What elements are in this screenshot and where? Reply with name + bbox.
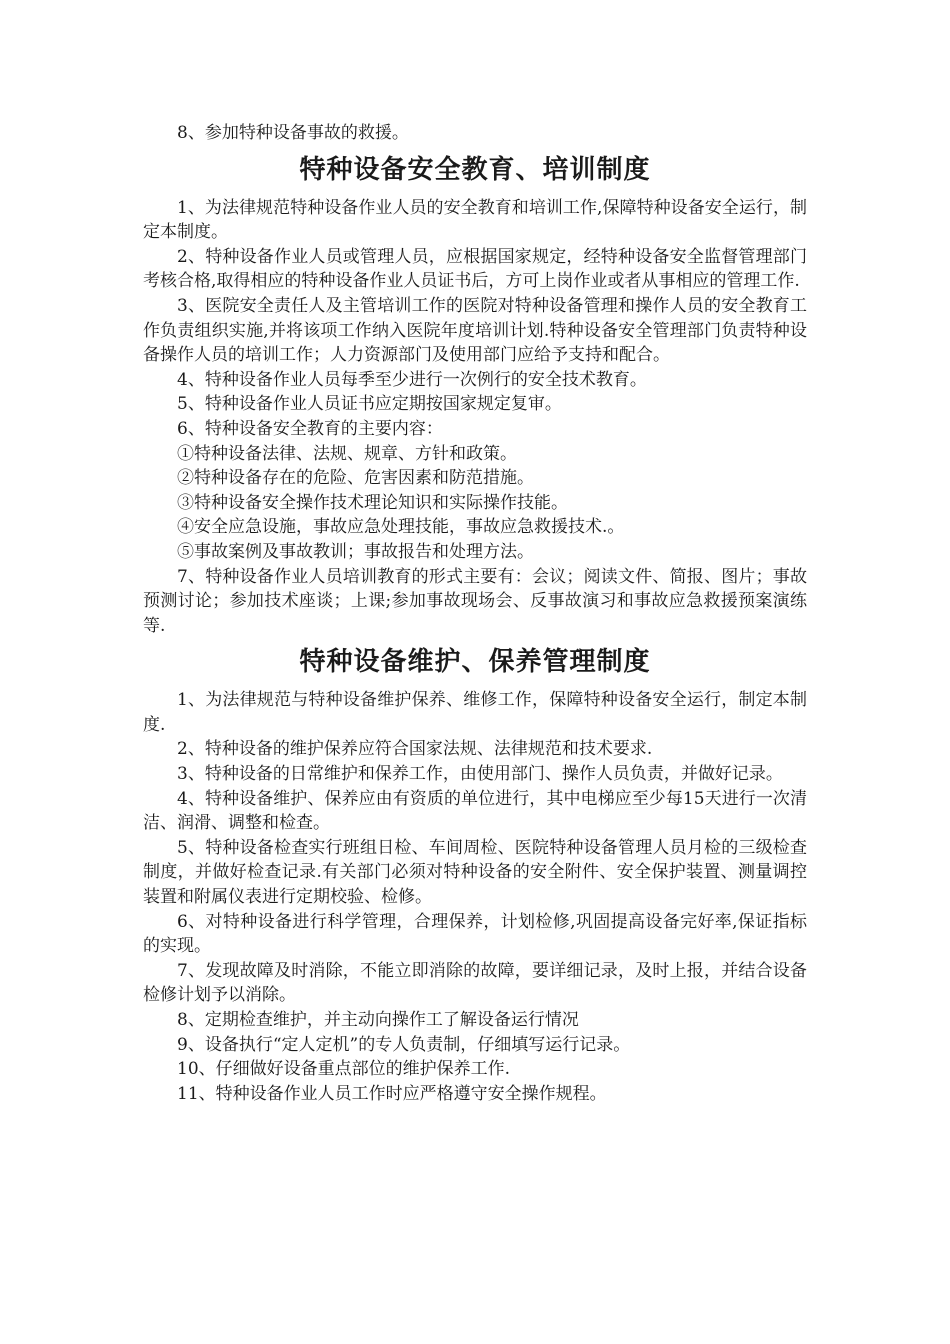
section1-paragraph: 7、特种设备作业人员培训教育的形式主要有：会议；阅读文件、简报、图片；事故预测讨论；参加技术座谈；上课;参加事故现场会、反事故演习和事故应急救援预案演练等. — [143, 566, 807, 636]
section1-list-item: ②特种设备存在的危险、危害因素和防范措施。 — [177, 468, 534, 489]
section1-list-item: ①特种设备法律、法规、规章、方针和政策。 — [177, 443, 517, 464]
section1-list-item: ③特种设备安全操作技术理论知识和实际操作技能。 — [177, 492, 568, 513]
section2-paragraph: 4、特种设备维护、保养应由有资质的单位进行，其中电梯应至少每15天进行一次清洁、润滑、调整和检查。 — [143, 788, 807, 834]
section2-paragraph: 3、特种设备的日常维护和保养工作，由使用部门、操作人员负责，并做好记录。 — [177, 764, 783, 785]
section1-paragraph: 1、为法律规范特种设备作业人员的安全教育和培训工作,保障特种设备安全运行，制定本制度。 — [143, 197, 807, 243]
section2-paragraph: 10、仔细做好设备重点部位的维护保养工作. — [177, 1059, 511, 1080]
section1-paragraph: 4、特种设备作业人员每季至少进行一次例行的安全技术教育。 — [177, 369, 647, 390]
section2-paragraph: 8、定期检查维护，并主动向操作工了解设备运行情况 — [177, 1010, 579, 1030]
section2-title: 特种设备维护、保养管理制度 — [299, 647, 651, 678]
section1-list-item: ⑤事故案例及事故教训；事故报告和处理方法。 — [177, 541, 534, 562]
section1-body — [143, 196, 807, 639]
section2-paragraph: 6、对特种设备进行科学管理，合理保养，计划检修,巩固提高设备完好率,保证指标的实现。 — [143, 911, 807, 957]
section1-list-item: ④安全应急设施，事故应急处理技能，事故应急救援技术.。 — [177, 517, 625, 538]
section1-paragraph: 2、特种设备作业人员或管理人员，应根据国家规定，经特种设备安全监督管理部门考核合格,取得相应的特种设备作业人员证书后，方可上岗作业或者从事相应的管理工作. — [143, 246, 807, 292]
section1-paragraph: 3、医院安全责任人及主管培训工作的医院对特种设备管理和操作人员的安全教育工作负责组织实施,并将该项工作纳入医院年度培训计划.特种设备安全管理部门负责特种设备操作人员的培训工作；人力资源部门及使用部门应给予支持和配合。 — [143, 295, 807, 366]
section1-paragraph: 6、特种设备安全教育的主要内容： — [177, 418, 443, 439]
section2-paragraph: 9、设备执行“定人定机”的专人负责制，仔细填写运行记录。 — [177, 1034, 631, 1055]
section2-paragraph: 5、特种设备检查实行班组日检、车间周检、医院特种设备管理人员月检的三级检查制度，并做好检查记录.有关部门必须对特种设备的安全附件、安全保护装置、测量调控装置和附属仪表进行定期校验、检修。 — [143, 837, 807, 908]
section1-title: 特种设备安全教育、培训制度 — [299, 154, 651, 185]
section2-paragraph: 1、为法律规范与特种设备维护保养、维修工作，保障特种设备安全运行，制定本制度. — [143, 690, 807, 735]
top-line: 8、参加特种设备事故的救援。 — [177, 123, 409, 143]
section2-paragraph: 7、发现故障及时消除，不能立即消除的故障，要详细记录，及时上报，并结合设备检修计划予以消除。 — [143, 960, 807, 1006]
document-page — [143, 121, 807, 1106]
section2-body — [143, 688, 807, 1106]
section2-paragraph: 11、特种设备作业人员工作时应严格遵守安全操作规程。 — [177, 1083, 607, 1104]
section1-paragraph: 5、特种设备作业人员证书应定期按国家规定复审。 — [177, 394, 562, 415]
section2-paragraph: 2、特种设备的维护保养应符合国家法规、法律规范和技术要求. — [177, 739, 653, 760]
